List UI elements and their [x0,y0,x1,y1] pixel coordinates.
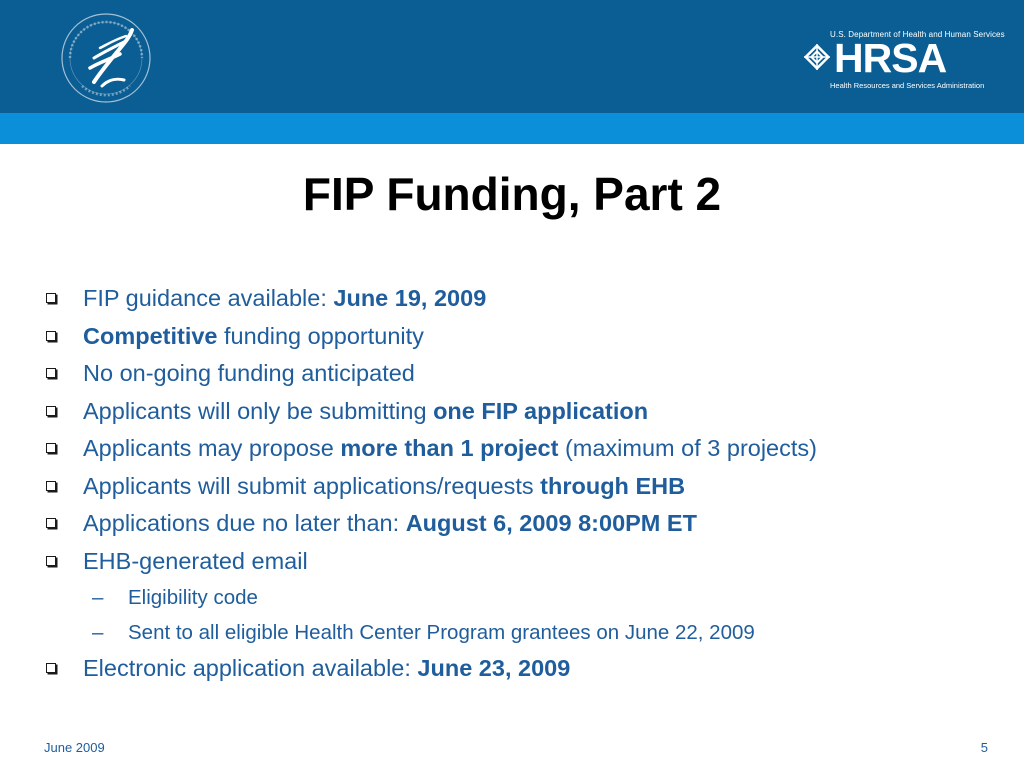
slide-title: FIP Funding, Part 2 [302,168,722,220]
dash-bullet-icon: – [92,621,104,644]
hrsa-department-text: U.S. Department of Health and Human Services [830,30,1005,39]
checkbox-bullet-icon [46,368,56,378]
bullet-text-after: funding opportunity [217,322,424,349]
checkbox-bullet-icon [46,443,56,453]
bullet-text: EHB-generated email [83,547,308,574]
bullet-emphasis: June 23, 2009 [417,655,571,681]
bullet-item [44,395,1004,433]
bullet-text-after: (maximum of 3 projects) [558,435,817,461]
checkbox-bullet-icon [46,556,56,566]
hhs-seal-logo [50,8,162,108]
bullet-text: Electronic application available: [83,655,418,681]
bullet-item [44,507,1004,545]
bullet-emphasis: August 6, 2009 8:00PM ET [405,510,697,536]
hrsa-knot-icon [802,42,832,72]
checkbox-bullet-icon [46,481,56,491]
bullet-emphasis: one FIP application [433,397,649,424]
page-number: 5 [980,740,988,755]
bullet-emphasis: June 19, 2009 [333,285,487,311]
sub-bullet-text: Sent to all eligible Health Center Program grantees on June 22, 2009 [128,621,755,644]
bullet-item [44,652,1004,690]
sub-bullet-item [44,617,1004,652]
checkbox-bullet-icon [46,663,56,673]
bullet-text: FIP guidance available: [83,285,334,311]
bullet-item [44,320,1004,358]
bullet-item [44,282,1004,320]
header-stripe [0,113,1024,144]
bullet-item [44,545,1004,583]
checkbox-bullet-icon [46,518,56,528]
bullet-text: Applicants will only be submitting [83,397,434,424]
hrsa-wordmark: HRSA [834,35,947,81]
checkbox-bullet-icon [46,331,56,341]
bullet-text: No on-going funding anticipated [83,360,415,386]
footer-date: June 2009 [44,740,105,755]
bullet-emphasis: through EHB [540,472,686,499]
sub-bullet-item [44,582,1004,617]
sub-bullet-text: Eligibility code [128,586,258,609]
bullet-text: Applicants will submit applications/requests [83,472,541,499]
bullet-item [44,470,1004,508]
bullet-emphasis: Competitive [83,322,218,349]
bullet-text: Applications due no later than: [83,510,406,536]
header-banner [0,0,1024,113]
bullet-text: Applicants may propose [83,435,341,461]
dash-bullet-icon: – [92,586,104,609]
bullet-emphasis: more than 1 project [340,435,559,461]
hrsa-logo [798,30,1005,94]
checkbox-bullet-icon [46,406,56,416]
bullet-item [44,432,1004,470]
hrsa-subtitle-text: Health Resources and Services Administration [830,81,985,90]
checkbox-bullet-icon [46,293,56,303]
bullet-list [44,282,1004,690]
bullet-item [44,357,1004,395]
